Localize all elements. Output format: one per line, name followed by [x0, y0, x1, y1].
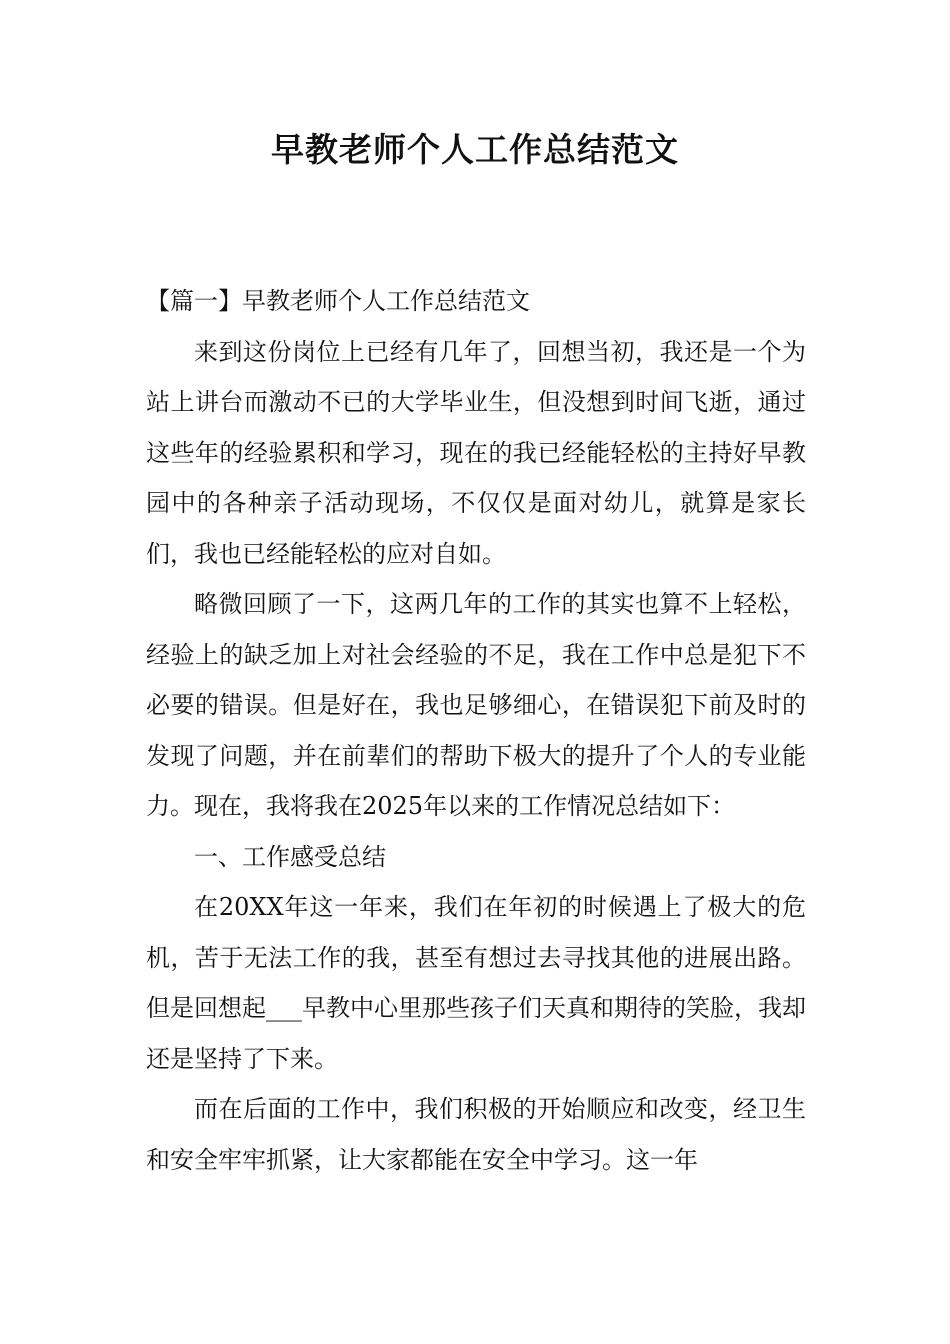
- section-heading: 【篇一】早教老师个人工作总结范文: [146, 287, 530, 315]
- paragraph-later-work: 而在后面的工作中，我们积极的开始顺应和改变，经卫生和安全牢牢抓紧，让大家都能在安全中学习。这一年: [146, 1095, 806, 1174]
- paragraph-intro: 来到这份岗位上已经有几年了，回想当初，我还是一个为站上讲台而激动不已的大学毕业生，但没想到时间飞逝，通过这些年的经验累积和学习，现在的我已经能轻松的主持好早教园中的各种亲子活动现场，不仅仅是面对幼儿，就算是家长们，我也已经能轻松的应对自如。: [146, 337, 806, 568]
- subsection-heading: 一、工作感受总结: [194, 842, 386, 871]
- paragraph-year-summary: 在20XX年这一年来，我们在年初的时候遇上了极大的危机，苦于无法工作的我，甚至有想过去寻找其他的进展出路。但是回想起___早教中心里那些孩子们天真和期待的笑脸，我却还是坚持了下来。: [146, 893, 806, 1073]
- document-body: [146, 276, 806, 1185]
- paragraph-review: 略微回顾了一下，这两几年的工作的其实也算不上轻松，经验上的缺乏加上对社会经验的不足，我在工作中总是犯下不必要的错误。但是好在，我也足够细心，在错误犯下前及时的发现了问题，并在前辈们的帮助下极大的提升了个人的专业能力。现在，我将我在2025年以来的工作情况总结如下：: [146, 590, 806, 820]
- document-title: 早教老师个人工作总结范文: [271, 130, 679, 169]
